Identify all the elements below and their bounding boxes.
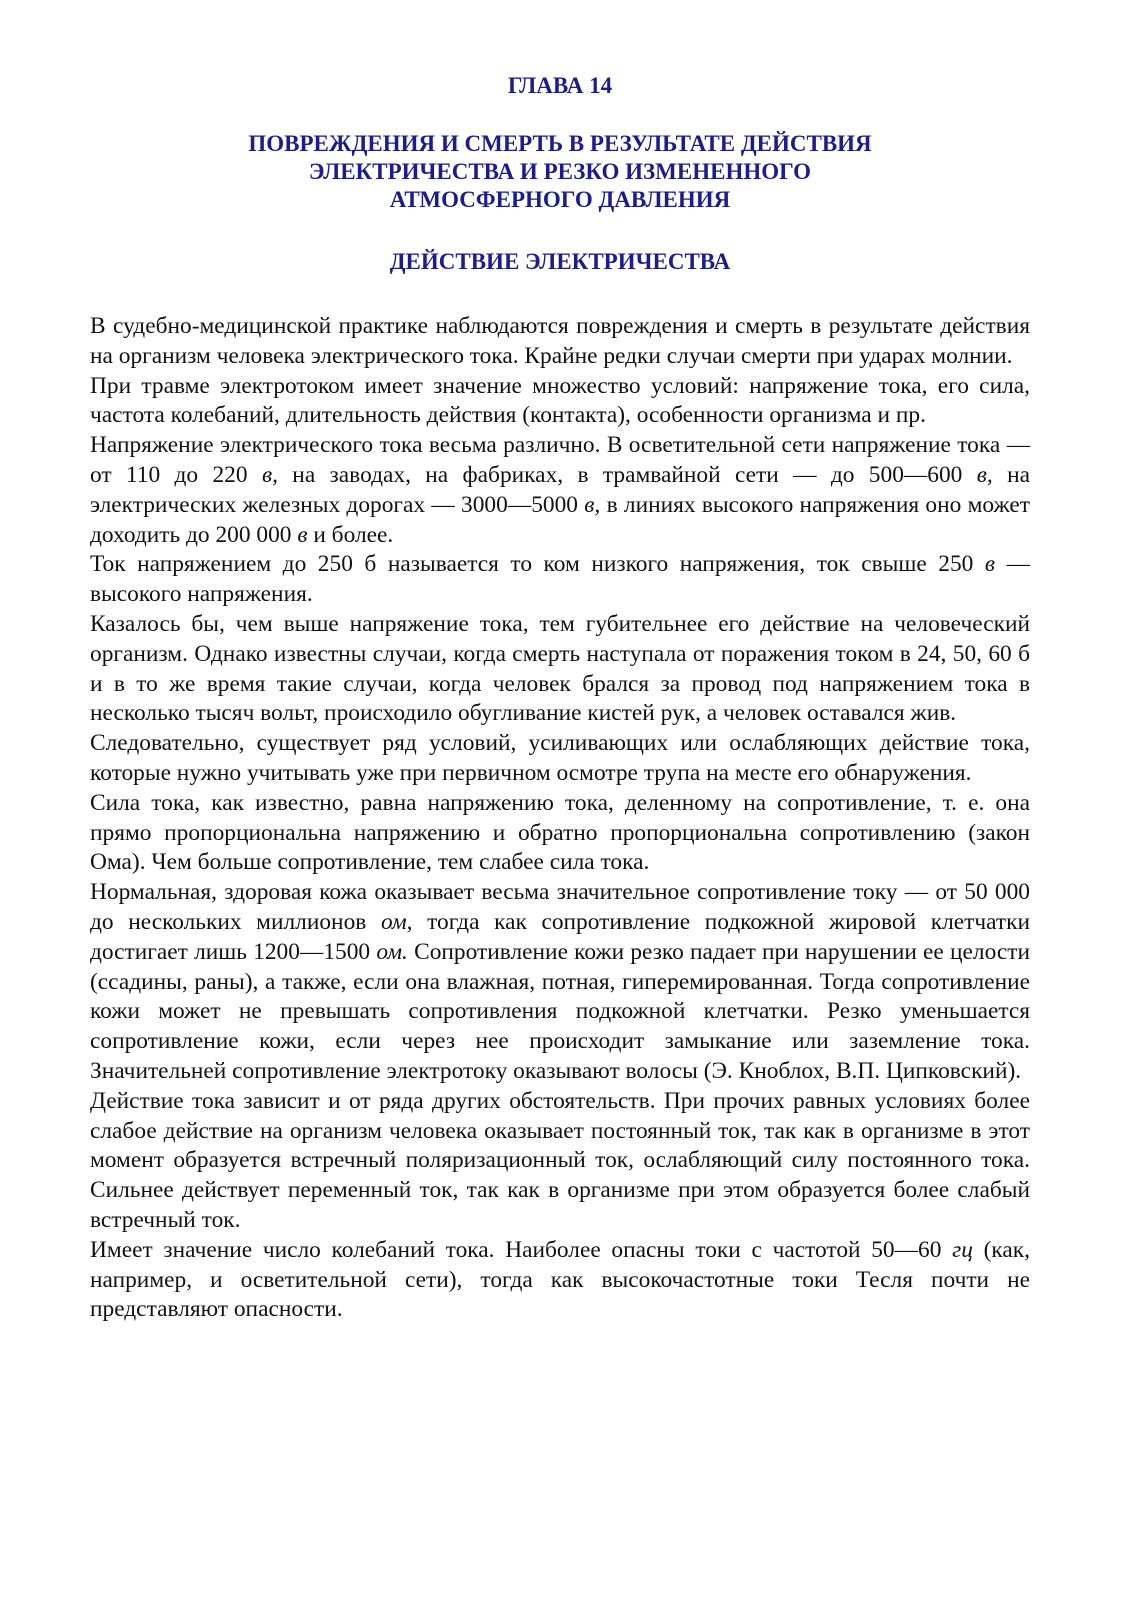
paragraph-text: — высокого напряжения. [90, 551, 1030, 608]
paragraph-text: Сила тока, как известно, равна напряжению тока, деленному на сопротивление, т. е. она прямо пропорциональна напряжению и обратно пропорциональна сопротивлению (закон Ома). Чем больше сопротивление, тем слабее сила тока. [90, 789, 1030, 876]
paragraph-text: При травме электротоком имеет значение множество условий: напряжение тока, его сила, частота колебаний, длительность действия (контакта), особенности организма и пр. [90, 372, 1030, 429]
paragraph [90, 729, 1030, 789]
unit-abbreviation: в [984, 551, 996, 578]
chapter-title-line: АТМОСФЕРНОГО ДАВЛЕНИЯ [389, 187, 731, 212]
chapter-title [90, 130, 1030, 214]
unit-abbreviation: ом. [376, 938, 408, 965]
paragraph-text: Ток напряжением до 250 б называется то ком низкого напряжения, ток свыше 250 [90, 551, 985, 578]
paragraph [90, 610, 1030, 729]
paragraph-text: на заводах, на фабриках, в трамвайной сети — до 500—600 [277, 461, 977, 488]
paragraph-text: Казалось бы, чем выше напряжение тока, тем губительнее его действие на человеческий организм. Однако известны случаи, когда смерть наступала от поражения током в 24, 50, 60 б и в то же время такие случаи, когда человек брался за провод под напряжением тока в несколько тысяч вольт, происходило обугливание кистей рук, а человек оставался жив. [90, 610, 1030, 727]
paragraph [90, 431, 1030, 550]
paragraph-text: Сопротивление кожи резко падает при нарушении ее целости (ссадины, раны), а также, если она влажная, потная, гиперемированная. Тогда сопротивление кожи может не превышать сопротивления подкожной клетчатки. Резко уменьшается сопротивление кожи, если через нее происходит замыкание или заземление тока. Значительней сопротивление электротоку оказывают волосы (Э. Кноблох, В.П. Ципковский). [90, 938, 1030, 1084]
chapter-title-line: ПОВРЕЖДЕНИЯ И СМЕРТЬ В РЕЗУЛЬТАТЕ ДЕЙСТВИЯ [248, 131, 872, 156]
chapter-heading: ГЛАВА 14 [507, 73, 613, 98]
unit-abbreviation: ом, [380, 908, 413, 935]
paragraph [90, 878, 1030, 1087]
paragraph-text: тогда как сопротивление подкожной жировой клетчатки достигает лишь 1200—1500 [90, 908, 1031, 965]
paragraph [90, 372, 1030, 432]
unit-abbreviation: в [297, 521, 308, 548]
chapter-title-line: ЭЛЕКТРИЧЕСТВА И РЕЗКО ИЗМЕНЕННОГО [308, 159, 812, 184]
unit-abbreviation: в, [261, 461, 278, 488]
paragraph-text: Нормальная, здоровая кожа оказывает весьма значительное сопротивление току — от 50 000 до нескольких миллионов [90, 879, 1030, 935]
unit-abbreviation: в, [976, 461, 993, 488]
paragraph [90, 312, 1030, 372]
paragraph-text: Действие тока зависит и от ряда других обстоятельств. При прочих равных условиях более слабое действие на организм человека оказывает постоянный ток, так как в организме в этот момент образуется встречный поляризационный ток, ослабляющий силу постоянного тока. Сильнее действует переменный ток, так как в организме при этом образуется более слабый встречный ток. [90, 1087, 1030, 1233]
unit-abbreviation: гц [952, 1236, 973, 1263]
paragraph-text: Имеет значение число колебаний тока. Наиболее опасны токи с частотой 50—60 [90, 1236, 953, 1263]
paragraph-text: и более. [307, 521, 394, 548]
document-page [90, 72, 1030, 1325]
paragraph-text: (как, например, и осветительной сети), тогда как высокочастотные токи Тесля почти не представляют опасности. [90, 1236, 1030, 1323]
paragraph [90, 550, 1030, 610]
unit-abbreviation: в, [584, 491, 601, 518]
section-heading: ДЕЙСТВИЕ ЭЛЕКТРИЧЕСТВА [389, 249, 731, 274]
body-text [90, 312, 1030, 1325]
paragraph-text: в линиях высокого напряжения оно может доходить до 200 000 [90, 491, 1030, 548]
paragraph-text: Следовательно, существует ряд условий, усиливающих или ослабляющих действие тока, которые нужно учитывать уже при первичном осмотре трупа на месте его обнаружения. [90, 730, 1030, 786]
paragraph [90, 789, 1030, 878]
paragraph-text: на электрических железных дорогах — 3000—5000 [90, 461, 1031, 518]
paragraph [90, 1087, 1030, 1236]
paragraph-text: В судебно-медицинской практике наблюдаются повреждения и смерть в результате действия на организм человека электрического тока. Крайне редки случаи смерти при ударах молнии. [90, 313, 1030, 369]
paragraph [90, 1236, 1030, 1325]
paragraph-text: Напряжение электрического тока весьма различно. В осветительной сети напряжение тока — от 110 до 220 [90, 432, 1030, 488]
